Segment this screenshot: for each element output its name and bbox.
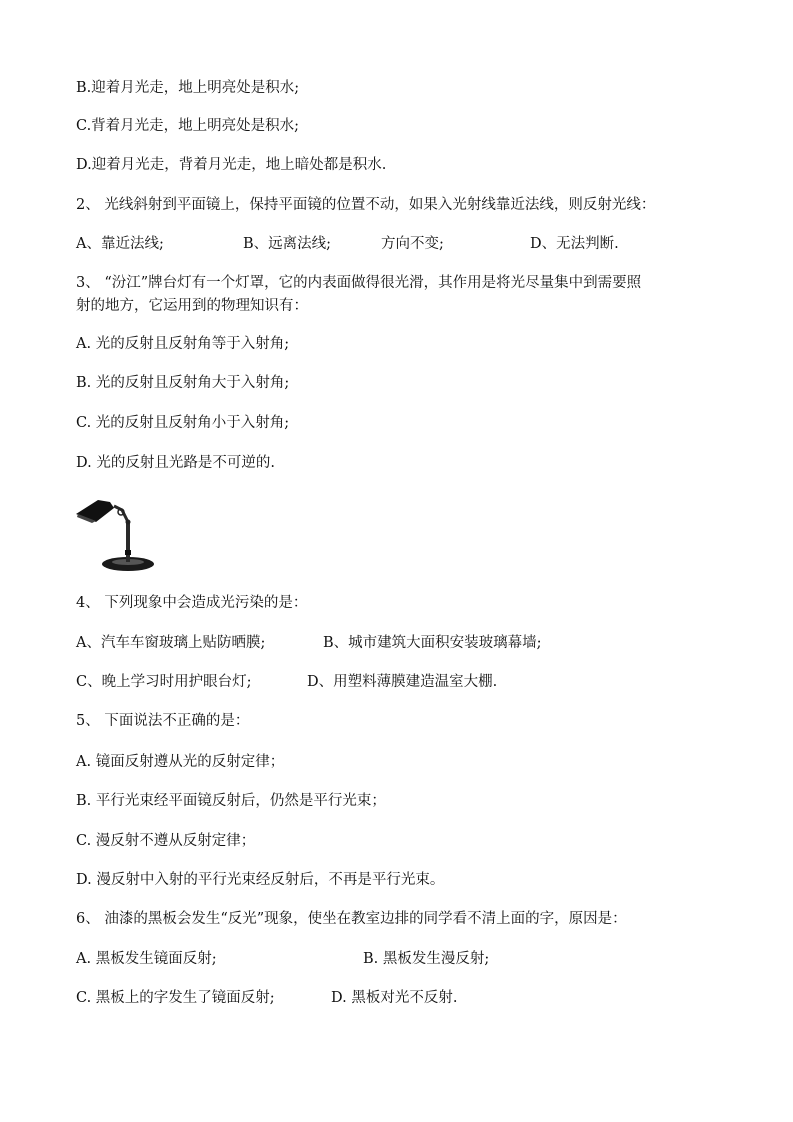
q5-option-b: B. 平行光束经平面镜反射后，仍然是平行光束； — [76, 793, 386, 809]
option-c-prev: C.背着月光走，地上明亮处是积水; — [76, 118, 300, 134]
q2-option-d: D、无法判断. — [530, 236, 619, 252]
q5-option-a: A. 镜面反射遵从光的反射定律； — [76, 754, 285, 770]
q3-stem-line1: 3、 “汾江”牌台灯有一个灯罩，它的内表面做得很光滑，其作用是将光尽量集中到需要照 — [76, 275, 642, 291]
q4-option-a: A、汽车车窗玻璃上贴防晒膜; — [76, 635, 266, 651]
q5-stem: 5、 下面说法不正确的是： — [76, 713, 250, 729]
q5-option-c: C. 漫反射不遵从反射定律； — [76, 833, 256, 849]
q5-option-d: D. 漫反射中入射的平行光束经反射后，不再是平行光束。 — [76, 872, 445, 888]
q6-option-c: C. 黑板上的字发生了镜面反射; — [76, 990, 275, 1006]
q3-option-d: D. 光的反射且光路是不可逆的. — [76, 455, 275, 471]
q2-option-c: 方向不变; — [381, 236, 444, 252]
q6-option-d: D. 黑板对光不反射. — [331, 990, 458, 1006]
q6-option-b: B. 黑板发生漫反射; — [363, 951, 490, 967]
q2-option-a: A、靠近法线; — [76, 236, 164, 252]
desk-lamp-illustration — [74, 492, 156, 574]
option-b-prev: B.迎着月光走，地上明亮处是积水; — [76, 80, 300, 96]
q3-option-b: B. 光的反射且反射角大于入射角; — [76, 375, 290, 391]
q6-option-a: A. 黑板发生镜面反射; — [76, 951, 217, 967]
q2-option-b: B、远离法线; — [243, 236, 332, 252]
q6-stem: 6、 油漆的黑板会发生“反光”现象，使坐在教室边排的同学看不清上面的字，原因是： — [76, 911, 627, 927]
q2-stem: 2、 光线斜射到平面镜上，保持平面镜的位置不动，如果入光射线靠近法线，则反射光线： — [76, 197, 656, 213]
q3-option-c: C. 光的反射且反射角小于入射角; — [76, 415, 290, 431]
q4-option-b: B、城市建筑大面积安装玻璃幕墙; — [323, 635, 542, 651]
q4-option-d: D、用塑料薄膜建造温室大棚. — [307, 674, 498, 690]
q3-stem-line2: 射的地方，它运用到的物理知识有： — [76, 298, 308, 314]
option-d-prev: D.迎着月光走，背着月光走，地上暗处都是积水. — [76, 157, 387, 173]
q4-stem: 4、 下列现象中会造成光污染的是： — [76, 595, 308, 611]
q3-option-a: A. 光的反射且反射角等于入射角; — [76, 336, 290, 352]
q4-option-c: C、晚上学习时用护眼台灯; — [76, 674, 252, 690]
